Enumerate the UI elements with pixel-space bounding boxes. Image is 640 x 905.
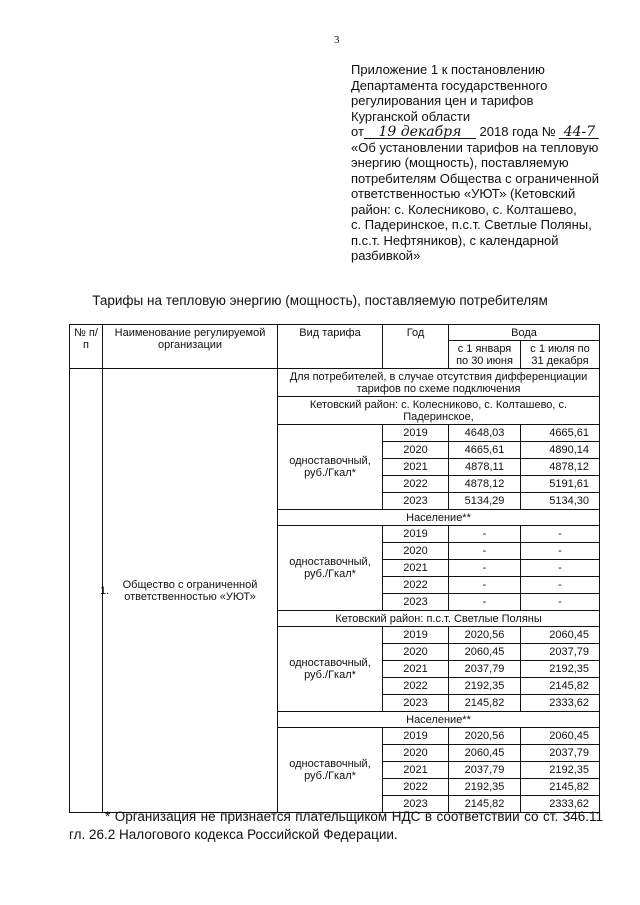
tariff-h2-cell: 4890,14 [521,442,600,459]
year-cell: 2021 [383,459,449,476]
subject-line: потребителям Общества с ограниченной [351,170,599,186]
appendix-line: регулирования цен и тарифов [351,93,534,108]
tariff-h1-cell: 4648,03 [449,425,521,442]
appendix-line: Департамента государственного [351,77,548,93]
table-row [70,369,600,397]
year-cell: 2019 [383,728,449,745]
row-number: 1. [70,369,103,813]
tariff-h2-cell: 2060,45 [521,627,600,644]
subject-line: энергию (мощность), поставляемую [351,155,569,170]
tariff-h1-cell: 4665,61 [449,442,521,459]
year-cell: 2022 [383,678,449,695]
tariff-h1-cell: - [449,577,521,594]
tariff-h1-cell: 2060,45 [449,644,521,661]
tariff-type: одноставочный, руб./Гкал* [278,728,383,813]
tariff-h1-cell: - [449,543,521,560]
tariff-h1-cell: 2037,79 [449,762,521,779]
tariff-h2-cell: 2037,79 [521,644,600,661]
header-organization: Наименование регулируемой организации [103,325,278,369]
section-heading: Население** [278,510,600,526]
tariff-h2-cell: 4665,61 [521,425,600,442]
year-cell: 2021 [383,762,449,779]
tariff-h2-cell: - [521,543,600,560]
tariff-h1-cell: 2037,79 [449,661,521,678]
year-cell: 2019 [383,526,449,543]
tariff-type: одноставочный, руб./Гкал* [278,627,383,712]
date-prefix: от [351,124,364,139]
year-cell: 2023 [383,493,449,510]
appendix-line: Курганской области [351,108,471,124]
subject-line: район: с. Колесниково, с. Колташево, [351,201,577,217]
tariff-h1-cell: 2020,56 [449,627,521,644]
subject-line: с. Падеринское, п.с.т. Светлые Поляны, [351,217,592,232]
header-num: № п/п [70,325,103,369]
tariff-h2-cell: - [521,560,600,577]
tariff-h1-cell: 2060,45 [449,745,521,762]
year-cell: 2023 [383,796,449,813]
footnote: * Организация не признается плательщиком НДС в соответствии со ст. 346.11 гл. 26.2 Налогового кодекса Российской Федерации. [69,809,603,842]
appendix-date-line [351,124,621,140]
tariff-h2-cell: 2060,45 [521,728,600,745]
tariff-h2-cell: 2145,82 [521,779,600,796]
tariff-type: одноставочный, руб./Гкал* [278,425,383,510]
tariff-h1-cell: 4878,12 [449,476,521,493]
year-cell: 2021 [383,560,449,577]
handwritten-number: 44-7 [559,126,599,139]
tariff-h2-cell: 2333,62 [521,695,600,712]
tariff-h2-cell: - [521,526,600,543]
organization-name: Общество с ограниченной ответственностью «УЮТ» [103,369,278,813]
tariff-h1-cell: 2192,35 [449,779,521,796]
tariff-h2-cell: 2037,79 [521,745,600,762]
tariff-h1-cell: 2145,82 [449,796,521,813]
no-differentiation-note: Для потребителей, в случае отсутствия дифференциации тарифов по схеме подключения [278,369,600,397]
subject-line: ответственностью «УЮТ» (Кетовский [351,186,576,201]
handwritten-date: 19 декабря [364,126,476,139]
tariff-h1-cell: - [449,526,521,543]
tariff-table [69,324,600,813]
subject-line: п.с.т. Нефтяников), с календарной [351,232,559,248]
header-year: Год [383,325,449,369]
year-cell: 2021 [383,661,449,678]
header-period-2: с 1 июля по 31 декабря [521,341,600,369]
header-period-1: с 1 января по 30 июня [449,341,521,369]
header-water: Вода [449,325,600,341]
tariff-h2-cell: 5191,61 [521,476,600,493]
tariff-type: одноставочный, руб./Гкал* [278,526,383,611]
year-cell: 2020 [383,543,449,560]
year-cell: 2022 [383,577,449,594]
tariff-h2-cell: 2192,35 [521,762,600,779]
year-cell: 2019 [383,627,449,644]
tariff-h2-cell: 4878,12 [521,459,600,476]
tariff-h1-cell: 2145,82 [449,695,521,712]
year-cell: 2020 [383,442,449,459]
year-cell: 2019 [383,425,449,442]
year-cell: 2023 [383,594,449,611]
year-cell: 2022 [383,476,449,493]
tariff-h1-cell: 2020,56 [449,728,521,745]
section-heading: Кетовский район: с. Колесниково, с. Колташево, с. Падеринское, [278,397,600,425]
subject-line: разбивкой» [351,248,421,263]
appendix-header [351,62,621,264]
header-tariff-type: Вид тарифа [278,325,383,369]
year-cell: 2020 [383,745,449,762]
year-text: 2018 года № [479,124,556,139]
year-cell: 2023 [383,695,449,712]
tariff-h2-cell: - [521,594,600,611]
appendix-line: Приложение 1 к постановлению [351,62,545,77]
subject-line: «Об установлении тарифов на тепловую [351,139,599,155]
year-cell: 2020 [383,644,449,661]
tariff-h2-cell: 2333,62 [521,796,600,813]
page-number: 3 [334,34,340,46]
section-heading: Население** [278,712,600,728]
tariff-h2-cell: 2145,82 [521,678,600,695]
tariff-h2-cell: 2192,35 [521,661,600,678]
tariff-h2-cell: - [521,577,600,594]
table-title: Тарифы на тепловую энергию (мощность), поставляемую потребителям [92,293,548,308]
tariff-h1-cell: - [449,594,521,611]
tariff-h1-cell: 5134,29 [449,493,521,510]
section-heading: Кетовский район: п.с.т. Светлые Поляны [278,611,600,627]
tariff-h1-cell: 2192,35 [449,678,521,695]
tariff-h1-cell: 4878,11 [449,459,521,476]
tariff-h2-cell: 5134,30 [521,493,600,510]
tariff-h1-cell: - [449,560,521,577]
year-cell: 2022 [383,779,449,796]
